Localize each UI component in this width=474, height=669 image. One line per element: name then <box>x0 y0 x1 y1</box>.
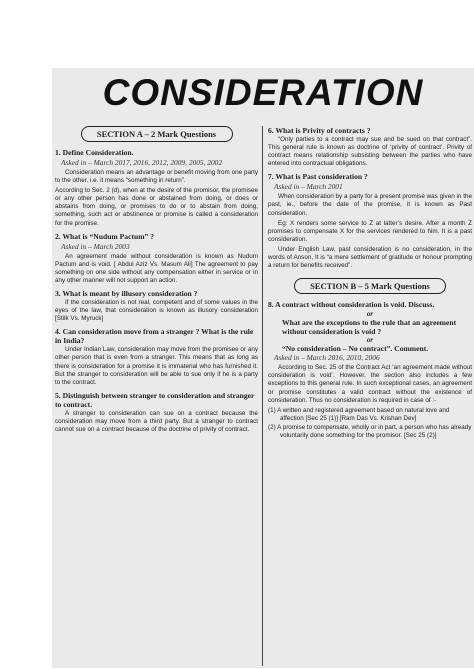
question-7-answer-1: When consideration by a party for a present promise was given in the past, ie., before the date of the promise, it is known as Past consideration. <box>268 193 472 217</box>
question-8-asked: Asked in – March 2016, 2010, 2006 <box>274 353 380 363</box>
left-column <box>55 126 258 436</box>
question-1-heading: 1. Define Consideration. <box>55 148 134 157</box>
textbook-page <box>52 68 474 668</box>
question-6-answer: “Only parties to a contract may sue and be sued on that contract”. This general rule is known as doctrine of ‘privity of contract’. Privity of contract means relationship subsisting between the parties who have entered into contractual obligations. <box>268 136 472 168</box>
question-5-heading: 5. Distinguish between stranger to consideration and stranger to contract. <box>55 390 255 409</box>
question-2-heading: 2. What is “Nudum Pactum” ? <box>55 231 155 241</box>
question-8-or-1: or <box>366 310 374 319</box>
question-3-heading: 3. What is meant by illusory consideration ? <box>55 289 198 299</box>
list-item: (1) A written and registered agreement based on natural love and affection [Sec 25 (1)] [Ram Das Vs. Krishan Dev] <box>268 406 450 422</box>
question-8-answer: According to Sec. 25 of the Contract Act ‘an agreement made without consideration is void’. However, the section also includes a few exceptions to this general rule. In such exceptional cases, an agreement or promise constitutes a valid contract without the existence of consideration. Thus no consideration is required in case of :- <box>268 364 472 404</box>
question-7-heading: 7. What is Past consideration ? <box>268 172 368 182</box>
question-1-asked: Asked in – March 2017, 2016, 2012, 2009, 2005, 2002 <box>61 158 223 167</box>
right-column <box>268 126 472 441</box>
list-item: (2) A promise to compensate, wholly or in part, a person who has already voluntarily done something for the promisor. [Sec 25 (2)] <box>268 423 472 439</box>
question-2-asked: Asked in – March 2003 <box>61 241 130 251</box>
question-4-answer: Under Indian Law, consideration may move from the promisee or any other person that is even from a stranger. This means that as long as there is consideration for a promise it is immaterial who has furnished it. But the stranger to consideration will be able to sue only if he is a party to the contract. <box>55 346 258 386</box>
question-5-answer: A stranger to consideration can sue on a contract because the consideration may move from a third party. But a stranger to contract cannot sue on a contract because of the doctrine of privity of contract. <box>55 409 258 433</box>
question-1-answer-1: Consideration means an advantage or benefit moving from one party to the other. i.e. it means “something in return”. <box>55 169 258 185</box>
question-7-example: Eg: X renders some service to Z at latter’s desire. After a month Z promises to compensate X for the services rendered to him. It is a past consideration. <box>268 219 472 243</box>
section-b-heading: SECTION B – 5 Mark Questions <box>294 278 446 294</box>
page-title: CONSIDERATION <box>102 72 424 113</box>
question-8-or-2: or <box>366 336 374 345</box>
question-6-heading: 6. What is Privity of contracts ? <box>268 126 371 135</box>
question-2-answer: An agreement made without consideration is known as Nudum Pactum and is void. [ Abdul Aziz Vs. Masum Ali] The agreement to pay something on one side without any compensation either in service or in any other manner will not support an action. <box>55 252 258 284</box>
question-7-asked: Asked in – March 2001 <box>274 182 343 192</box>
question-4-heading: 4. Can consideration move from a stranger ? What is the rule in India? <box>55 327 254 346</box>
question-8-alt-2: “No consideration – No contract”. Comment. <box>282 344 429 354</box>
section-a-heading: SECTION A – 2 Mark Questions <box>81 126 233 142</box>
question-1-answer-2: According to Sec. 2 (d), when at the desire of the promisor, the promisee or any other person has done or abstained from doing, or does or abstains from doing, or promises to do or to abstain from doing, something, such act or abstinence or promise is called a consideration for the promise. <box>55 187 258 227</box>
question-8-heading: 8. A contract without consideration is void. Discuss. <box>268 300 435 310</box>
exceptions-list <box>268 407 472 440</box>
question-8-alt-1: What are the exceptions to the rule that an agreement without consideration is void ? <box>282 318 457 337</box>
column-divider <box>262 126 263 666</box>
question-7-answer-2: Under English Law, past consideration is no consideration, in the words of Anson, It is “a mere settlement of gratitude or honour prompting a return for benefits received”. <box>268 245 472 270</box>
question-3-answer: If the consideration is not real, competent and of some values in the eyes of the law, that consideration is known as illusory consideration [Stilk Vs. Myruck] <box>55 299 258 323</box>
